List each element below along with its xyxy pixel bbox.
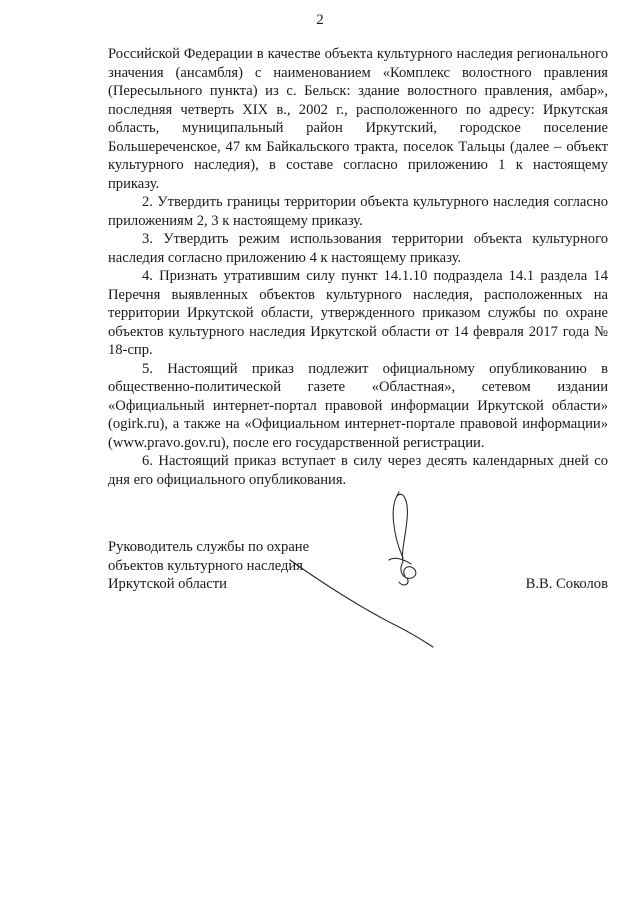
page-number: 2 — [316, 12, 324, 28]
paragraph-item-2: 2. Утвердить границы территории объекта культурного наследия согласно приложениям 2, 3 к настоящему приказу. — [108, 194, 608, 229]
signer-name: В.В. Соколов — [525, 576, 608, 592]
document-body — [108, 45, 608, 489]
signer-title-line-1: Руководитель службы по охране — [108, 539, 310, 555]
paragraph-item-3: 3. Утвердить режим использования территории объекта культурного наследия согласно приложению 4 к настоящему приказу. — [108, 231, 608, 266]
paragraph-continuation: Российской Федерации в качестве объекта культурного наследия регионального значения (ансамбля) с наименованием «Комплекс волостного правления (Пересыльного пункта) из с. Бельск: здание волостного правления, амбар», последняя четверть XIX в., 2002 г., расположенного по адресу: Иркутская область, муниципальный район Иркутский, городское поселение Большереченское, 47 км Байкальского тракта, поселок Тальцы (далее – объект культурного наследия), в составе согласно приложению 1 к настоящему приказу. — [108, 46, 608, 192]
signature-block — [108, 538, 608, 594]
paragraph-item-5: 5. Настоящий приказ подлежит официальному опубликованию в общественно-политической газете «Областная», сетевом издании «Официальный интернет-портал правовой информации Иркутской области» (ogirk.ru), а также на «Официальном интернет-портале правовой информации» (www.pravo.gov.ru), после его государственной регистрации. — [108, 360, 608, 451]
paragraph-item-6: 6. Настоящий приказ вступает в силу через десять календарных дней со дня его официального опубликования. — [108, 453, 608, 488]
paragraph-item-4: 4. Признать утратившим силу пункт 14.1.10 подраздела 14.1 раздела 14 Перечня выявленных объектов культурного наследия, расположенных на территории Иркутской области, утвержденного приказом службы по охране объектов культурного наследия Иркутской области от 14 февраля 2017 года № 18-спр. — [108, 268, 608, 358]
signer-title-line-3: Иркутской области — [108, 576, 227, 592]
signer-title-line-2: объектов культурного наследия — [108, 557, 303, 574]
